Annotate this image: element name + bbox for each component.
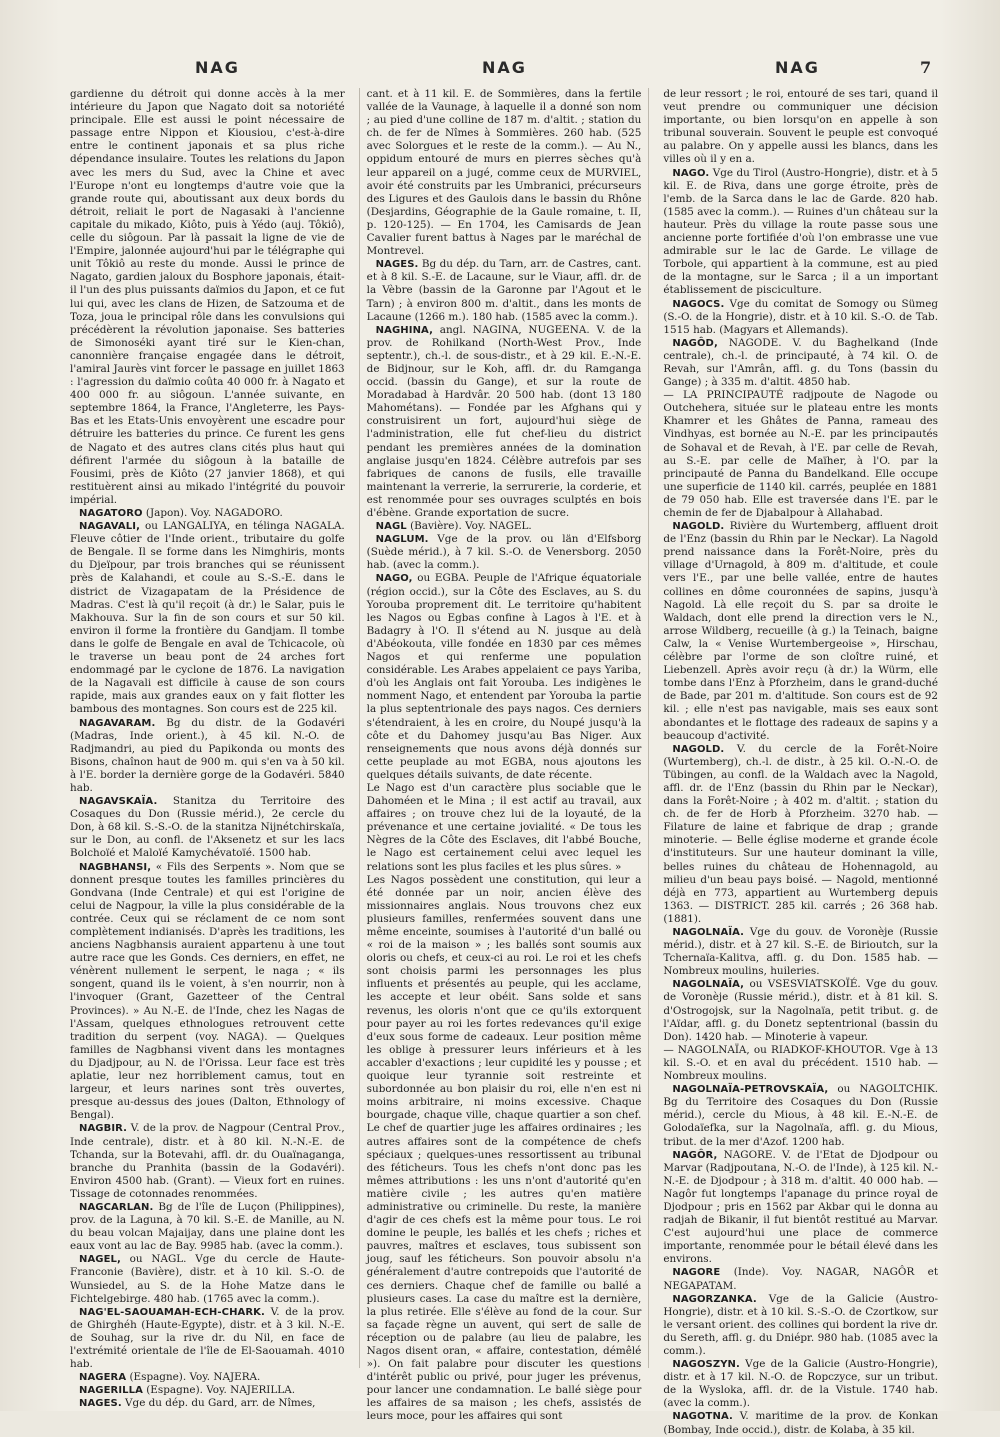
entry-headword: NAG'EL-SAOUAMAH-ECH-CHARK. bbox=[79, 1306, 265, 1318]
dictionary-entry bbox=[663, 1358, 938, 1410]
entry-headword: NAGOCS. bbox=[672, 298, 725, 310]
entry-text: Rivière du Wurtemberg, affluent droit de l'Enz (bassin du Rhin par le Neckar). La Nagold prend naissance dans la Forêt-Noire, près du village d'Urnagold, à 809 m. d'altitude, et coule vers l'E., par une belle vallée, entre de hautes collines en dôme couronnées de sapins, jusqu'à Nagold. Là elle reçoit du S. par sa droite le Waldach, dont elle prend la direction vers le N., arrose Wildberg, recueille (à g.) la Teinach, baigne Calw, la « Venise Wurtembergeoise », Hirschau, célèbre par l'orme de son cloître ruiné, et Liebenzell. Après avoir reçu (à dr.) la Würm, elle tombe dans l'Enz à Pforzheim, dans le grand-duché de Bade, par 201 m. d'altitude. Son cours est de 92 kil. ; elle n'est pas navigable, mais ses eaux sont abondantes et le flottage des radeaux de sapins y a beaucoup d'activité. bbox=[663, 520, 939, 742]
column-middle bbox=[359, 88, 650, 1423]
entry-text: ou VSESVIATSKOÏÉ. Vge du gouv. de Voronèje (Russie mérid.), distr. et à 81 kil. S. d'Ostrogojsk, sur la Nagolnaïa, petit tribut. g. de l'Aïdar, affl. g. du Donetz septentrional (bassin du Don). 1420 hab. — Minoterie à vapeur. bbox=[663, 978, 939, 1043]
entry-text: ou EGBA. Peuple de l'Afrique équatoriale (région occid.), sur la Côte des Esclaves, au S. du Yorouba proprement dit. Le territoire qu'habitent les Nagos ou Egbas confine à Lagos à l'E. et à Badagry à l'O. Il s'étend au N. jusque au delà d'Abéokouta, ville fondée en 1830 par ces mêmes Nagos et qui renferme une population considérable. Les Arabes appelaient ce pays Yariba, d'où les Anglais ont fait Yorouba. Les indigènes le nomment Nago, et entendent par Yorouba la partie la plus septentrionale des pays nagos. Ces derniers s'étendraient, à les en croire, du Noupé jusqu'à la côte et du Dahomey jusqu'au Bas Niger. Aux renseignements que nous avons déjà donnés sur cette peuplade au mot EGBA, nous ajoutons les quelques détails suivants, de date récente. bbox=[366, 572, 642, 781]
entry-headword: NAGOTNA. bbox=[672, 1411, 733, 1423]
dictionary-entry bbox=[70, 1253, 345, 1305]
dictionary-entry bbox=[663, 167, 938, 298]
entry-headword: NAGCARLAN. bbox=[79, 1201, 154, 1213]
entry-headword: NAGERILLA bbox=[79, 1385, 143, 1397]
dictionary-entry bbox=[663, 1083, 938, 1148]
entry-headword: NAGBHANSI, bbox=[79, 861, 152, 873]
text-columns bbox=[70, 88, 939, 1436]
entry-text: V. du cercle de la Forêt-Noire (Wurtemberg), ch.-l. de distr., à 25 kil. O.-N.-O. de Tübingen, au confl. de la Waldach avec la Nagold, affl. dr. de l'Enz (bassin du Rhin par le Neckar), dans la Forêt-Noire ; à 402 m. d'altit. ; station du ch. de fer de Horb à Pforzheim. 3270 hab. — Filature de laine et fabrique de drap ; grande minoterie. — Belle église moderne et grande école d'instituteurs. Sur une hauteur dominant la ville, belles ruines du château de Hohennagold, au milieu d'un beau pays boisé. — Nagold, mentionné déjà en 773, appartient au Wurtemberg depuis 1363. — DISTRICT. 285 kil. carrés ; 26 368 hab. (1881). bbox=[663, 742, 939, 925]
dictionary-entry bbox=[663, 926, 938, 978]
dictionary-entry bbox=[663, 743, 938, 926]
entry-text: angl. NAGINA, NUGEENA. V. de la prov. de Rohilkand (North-West Prov., Inde septentr.), ch.-l. de sous-distr., et à 29 kil. E.-N.-E. de Bidjnour, sur le Koh, affl. dr. du Ramganga occid. (bassin du Gange), et sur la route de Moradabad à Hardvâr. 20 500 hab. (dont 13 180 Mahométans). — Fondée par les Afghans qui y construisirent un fort, aujourd'hui siège de l'administration, elle fut chef-lieu du district pendant les premières années de la domination anglaise jusqu'en 1824. Célèbre autrefois par ses fabriques de canons de fusils, elle travaille maintenant la verrerie, la serrurerie, la corderie, et est renommée pour ses ouvrages sculptés en bois d'ébène. Grande exportation de sucre. bbox=[366, 323, 642, 519]
dictionary-entry bbox=[663, 337, 938, 389]
entry-text: V. de la prov. de Nagpour (Central Prov., Inde centrale), distr. et à 80 kil. N.-N.-E. de Tchanda, sur la Botevahi, affl. dr. du Ouaïnaganga, branche du Pranhita (bassin de la Godavéri). Environ 4500 hab. (Grant). — Vieux fort en ruines. Tissage de cotonnades renommées. bbox=[70, 1122, 345, 1200]
dictionary-entry bbox=[70, 1306, 345, 1371]
entry-text: Vge du gouv. de Voronèje (Russie mérid.), distr. et à 27 kil. S.-E. de Birioutch, sur la Tchernaïa-Kalitva, affl. g. du Don. 1585 hab. — Nombreux moulins, huileries. bbox=[663, 926, 939, 978]
dictionary-entry bbox=[70, 861, 345, 1123]
dictionary-entry bbox=[663, 1410, 938, 1436]
entry-text: ou NAGL. Vge du cercle de Haute-Franconie (Bavière), distr. et à 10 kil. S.-O. de Wunsiedel, au S. de la Hohe Matze dans le Fichtelgebirge. 480 hab. (1765 avec la comm.). bbox=[70, 1253, 345, 1305]
dictionary-entry bbox=[70, 1371, 345, 1384]
dictionary-entry bbox=[367, 88, 642, 258]
entry-text: Vge de la Galicie (Austro-Hongrie), distr. et à 10 kil. S.-S.-O. de Czortkow, sur le versant orient. des collines qui bordent la rive dr. du Sereth, affl. g. du Dniépr. 980 hab. (1085 avec la comm.). bbox=[663, 1292, 939, 1357]
dictionary-entry bbox=[663, 520, 938, 743]
dictionary-entry bbox=[70, 717, 345, 796]
dictionary-entry bbox=[367, 324, 642, 520]
header-left: NAG bbox=[195, 58, 240, 77]
dictionary-entry bbox=[367, 533, 642, 572]
entry-text: NAGORE. V. de l'Etat de Djodpour ou Marvar (Radjpoutana, N.-O. de l'Inde), à 125 kil. N.-N.-E. de Djodpour ; à 318 m. d'altit. 40 000 hab. — Nagôr fut longtemps l'apanage du prince royal de Djodpour ; pris en 1562 par Akbar qui le donna au radjah de Bikanir, il fut bientôt restitué au Marvar. C'est aujourd'hui une place de commerce importante, renommée pour le bétail élevé dans les environs. bbox=[663, 1148, 939, 1266]
dictionary-entry bbox=[70, 1122, 345, 1201]
entry-headword: NAGHINA, bbox=[375, 324, 433, 336]
dictionary-entry bbox=[663, 298, 938, 337]
dictionary-entry bbox=[663, 1293, 938, 1358]
dictionary-entry bbox=[70, 1397, 345, 1410]
entry-headword: NAGAVSKAÏA. bbox=[79, 796, 158, 808]
entry-text: gardienne du détroit qui donne accès à la mer intérieure du Japon que Nagato doit sa notoriété principale. Elle est aussi le point nécessaire de passage entre Nippon et Kiousiou, c'est-à-dire entre le continent japonais et sa plus riche dépendance insulaire. Toutes les relations du Japon avec les mers du Sud, avec la Chine et avec l'Europe n'ont eu longtemps d'autre voie que la grande route qui, aboutissant aux deux bords du détroit, reliait le port de Nagasaki à l'ancienne capitale du mikado, Kiôto, puis à Yédo (auj. Tôkiô), celle du siôgoun. Par là passait la ligne de vie de l'Empire, jalonnée aujourd'hui par le télégraphe qui unit Tôkiô au reste du monde. Aussi le prince de Nagato, gardien jaloux du Bosphore japonais, était-il l'un des plus puissants daïmios du Japon, et ce fut lui qui, avec les clans de Hizen, de Satzouma et de Toza, joua le principal rôle dans les convulsions qui précédèrent la révolution japonaise. Ses batteries de Simonoséki ayant tiré sur le Kien-chan, canonnière française engagée dans le détroit, l'amiral Jaurès vint forcer le passage en juillet 1863 : l'agression du daïmio coûta 40 000 fr. à Nagato et 400 000 fr. au siôgoun. L'année suivante, en septembre 1864, la France, l'Angleterre, les Pays-Bas et les Etats-Unis envoyèrent une escadre pour détruire les batteries du prince. Ce furent les gens de Nagato et des autres clans cités plus haut qui défirent l'armée du siôgoun à la bataille de Fousimi, près de Kiôto (27 janvier 1868), et qui restituèrent ainsi au mikado l'intégrité du pouvoir impérial. bbox=[70, 88, 345, 506]
dictionary-entry bbox=[70, 795, 345, 860]
column-left bbox=[70, 88, 345, 1410]
entry-text: (Inde). Voy. NAGAR, NAGÔR et NEGAPATAM. bbox=[663, 1266, 939, 1292]
entry-headword: NAGOLNAÏA, bbox=[672, 979, 745, 991]
dictionary-entry bbox=[367, 782, 642, 874]
entry-headword: NAGERA bbox=[79, 1372, 127, 1384]
entry-text: Stanitza du Territoire des Cosaques du Don (Russie mérid.), 2e cercle du Don, à 68 kil. S.-S.-O. de la stanitza Nijnétchirskaïa, sur le Don, au confl. de l'Aksenetz et sur les lacs Bolchoïé et Maloïé Kamychévatoïé. 1500 hab. bbox=[70, 795, 345, 860]
entry-text: Bg de l'île de Luçon (Philippines), prov. de la Laguna, à 70 kil. S.-E. de Manille, au N. du beau volcan Majaijay, dans une plaine dont les eaux vont au lac de Bay. 9985 hab. (avec la comm.). bbox=[70, 1200, 345, 1253]
entry-text: Les Nagos possèdent une constitution, qui leur a été donnée par un noir, ancien élève des missionnaires anglais. Nous trouvons chez eux plusieurs familles, renfermées souvent dans une même enceinte, soumises à l'autorité d'un ballé ou « roi de la maison » ; les ballés sont soumis aux oloris ou chefs, et ceux-ci au roi. Le roi et les chefs sont choisis parmi les personnages les plus influents et présentés au peuple, qui les acclame, les accepte et leur obéit. Sans solde et sans revenus, les oloris n'ont que ce qu'ils extorquent pour payer au roi les fortes redevances qu'il exige d'eux sous forme de cadeaux. Leur position même les oblige à pressurer leurs inférieurs et à les accabler d'exactions ; leur cupidité les y pousse ; et quoique leur tyrannie soit restreinte et subordonnée au bon plaisir du roi, elle n'en est ni moins arbitraire, ni moins excessive. Chaque bourgade, chaque ville, chaque quartier a son chef. Le chef de quartier juge les affaires ordinaires ; les autres affaires sont de la compétence de chefs spéciaux ; quelques-unes ressortissent au tribunal des féticheurs. Tous les chefs n'ont donc pas les mêmes attributions : les uns n'ont d'autorité qu'en matière civile ; les autres qu'en matière administrative ou criminelle. Du reste, la manière d'agir de ces chefs est la même pour tous. Le roi domine le peuple, les ballés et les chefs ; riches et pauvres, maîtres et esclaves, tous subissent son joug, sauf les féticheurs. Son pouvoir absolu n'a généralement d'autre contrepoids que l'autorité de ces derniers. Chaque chef de famille ou ballé a plusieurs cases. La case du maître est la dernière, la plus retirée. Elle s'élève au fond de la cour. Sur sa façade règne un auvent, qui sert de salle de réception ou de palabre (au lieu de palabre, les Nagos disent oran, « affaire, contestation, démêlé »). On fait palabre pour discuter les questions d'intérêt public ou privé, pour juger les prévenus, pour lancer une condamnation. Le ballé siège pour les affaires de sa maison ; les chefs, assistés de leurs moce, pour les affaires qui sont bbox=[366, 873, 642, 1423]
entry-headword: NAGÔD, bbox=[672, 337, 718, 349]
entry-headword: NAGAVALI, bbox=[79, 521, 140, 533]
entry-headword: NAGOLNAÏA-PETROVSKAÏA, bbox=[672, 1084, 829, 1096]
dictionary-entry bbox=[663, 389, 938, 520]
dictionary-entry bbox=[367, 520, 642, 533]
dictionary-entry bbox=[70, 520, 345, 716]
entry-headword: NAGO. bbox=[672, 167, 710, 179]
header-center: NAG bbox=[482, 58, 527, 77]
entry-text: ou LANGALIYA, en télinga NAGALA. Fleuve côtier de l'Inde orient., tributaire du golfe de Bengale. Il se forme dans les Nimghiris, monts du Djeïpour, par trois branches qui se réunissent près de Kalahandi, et coule au S.-S.-E. dans le district de Vizagapatam de la Présidence de Madras. C'est là qu'il reçoit (à dr.) le Salar, puis le Makhouva. Sur la fin de son cours et sur 50 kil. environ il forme la frontière du Gandjam. Il tombe dans le golfe de Bengale en aval de Tchicacole, où le traverse un beau pont de 24 arches fort endommagé par le cyclone de 1876. La navigation de la Nagavali est difficile à cause de son cours rapide, mais aux grandes eaux on y fait flotter les bambous des montagnes. Son cours est de 225 kil. bbox=[70, 520, 345, 716]
entry-text: (Bavière). Voy. NAGEL. bbox=[406, 520, 532, 533]
entry-headword: NAGOLD. bbox=[672, 743, 725, 755]
entry-text: Vge de la prov. ou län d'Elfsborg (Suède mérid.), à 7 kil. S.-O. de Venersborg. 2050 hab. (avec la comm.). bbox=[366, 533, 642, 572]
entry-text: Vge du comitat de Somogy ou Sümeg (S.-O. de la Hongrie), distr. et à 10 kil. S.-O. de Tab. 1515 hab. (Magyars et Allemands). bbox=[663, 297, 939, 336]
entry-text: (Japon). Voy. NAGADORO. bbox=[142, 507, 283, 519]
dictionary-entry bbox=[663, 88, 938, 167]
running-header bbox=[70, 58, 938, 88]
dictionary-entry bbox=[367, 572, 642, 782]
dictionary-entry bbox=[367, 258, 642, 323]
entry-headword: NAGEL, bbox=[79, 1254, 121, 1266]
entry-text: V. de la prov. de Ghirghéh (Haute-Egypte), distr. et à 3 kil. N.-E. de Souhag, sur la rive dr. du Nil, en face de l'extrémité orientale de l'île de El-Saouamah. 4010 hab. bbox=[70, 1305, 345, 1371]
header-right: NAG bbox=[775, 58, 820, 77]
entry-text: de leur ressort ; le roi, entouré de ses tari, quand il veut prendre ou communiquer une décision importante, ou bien lorsqu'on en appelle à son tribunal souverain. Souvent le peuple est convoqué au palabre. On y appelle aussi les blancs, dans les villes où il y en a. bbox=[663, 88, 939, 166]
entry-headword: NAGBIR. bbox=[79, 1123, 128, 1135]
entry-text: Le Nago est d'un caractère plus sociable que le Dahoméen et le Mina ; il est actif au travail, aux affaires ; on trouve chez lui de la loyauté, de la prévenance et une certaine jovialité. « De tous les Nègres de la Côte des Esclaves, dit l'abbé Bouche, le Nago est certainement celui avec lequel les relations sont les plus faciles et les plus sûres. » bbox=[366, 781, 642, 873]
entry-headword: NAGATORO bbox=[79, 508, 143, 519]
entry-text: (Espagne). Voy. NAJERA. bbox=[126, 1371, 261, 1384]
column-right bbox=[663, 88, 939, 1436]
entry-headword: NAGES. bbox=[79, 1398, 122, 1410]
dictionary-entry bbox=[663, 978, 938, 1043]
entry-text: (Espagne). Voy. NAJERILLA. bbox=[142, 1384, 296, 1397]
entry-text: NAGODE. V. du Baghelkand (Inde centrale), ch.-l. de principauté, à 74 kil. O. de Revah, sur l'Amrân, affl. g. du Tons (bassin du Gange) ; à 335 m. d'altit. 4850 hab. bbox=[663, 336, 939, 389]
entry-headword: NAGOLD. bbox=[672, 521, 725, 533]
dictionary-entry bbox=[367, 874, 642, 1424]
entry-headword: NAGOSZYN. bbox=[672, 1359, 740, 1371]
entry-text: « Fils des Serpents ». Nom que se donnent presque toutes les familles princières du Gondvana (Inde Centrale) et qui est l'origine de celui de Nagpour, la ville la plus considérable de la contrée. Ceux qui se réclament de ce nom sont complètement indianisés. D'après les traditions, les anciens Nagbhansis auraient appartenu à une tout autre race que les Gonds. Ces derniers, en effet, ne vénèrent nullement le serpent, le naga ; « ils songent, quand ils le voient, à s'en nourrir, non à l'invoquer (Grant, Gazetteer of the Central Provinces). » Au N.-E. de l'Inde, chez les Nagas de l'Assam, quelques ethnologues retrouvent cette tradition du serpent (voy. NAGA). — Quelques familles de Nagbhansi vivent dans les montagnes du Djadjpour, au N. de l'Orissa. Leur face est très aplatie, leur nez horriblement camus, tout en largeur, et leurs narines sont très ouvertes, presque au-dessus des joues (Dalton, Ethnology of Bengal). bbox=[70, 860, 345, 1122]
dictionary-entry bbox=[70, 88, 345, 507]
entry-text: — NAGOLNAÏA, ou RIADKOF-KHOUTOR. Vge à 13 kil. S.-O. et en aval du précédent. 1510 hab. — Nombreux moulins. bbox=[663, 1043, 939, 1083]
entry-text: Bg du dép. du Tarn, arr. de Castres, cant. et à 8 kil. S.-E. de Lacaune, sur le Viaur, affl. dr. de la Vèbre (bassin de la Garonne par l'Agout et le Tarn) ; à environ 800 m. d'altit., dans les monts de Lacaune (1266 m.). 180 hab. (1585 avec la comm.). bbox=[366, 258, 642, 323]
entry-headword: NAGORE bbox=[672, 1267, 721, 1279]
entry-text: V. maritime de la prov. de Konkan (Bombay, Inde occid.), distr. de Kolaba, à 35 kil. bbox=[663, 1410, 939, 1436]
entry-text: Vge de la Galicie (Austro-Hongrie), distr. et à 17 kil. N.-O. de Ropczyce, sur un tribut. de la Wysloka, affl. dr. de la Vistule. 1740 hab. (avec la comm.). bbox=[663, 1358, 939, 1410]
entry-text: — LA PRINCIPAUTÉ radjpoute de Nagode ou Outchehera, située sur le plateau entre les monts Khamrer et les Ghâtes de Panna, rameau des Vindhyas, est bornée au N.-E. par les principautés de Sohaval et de Revah, à l'E. par celle de Revah, au S.-E. par celle de Maïher, à l'O. par la principauté de Panna du Bandelkand. Elle occupe une superficie de 1140 kil. carrés, peuplée en 1881 de 79 050 hab. Elle est traversée dans l'E. par le chemin de fer de Djabalpour à Allahabad. bbox=[663, 389, 939, 519]
entry-headword: NAGLUM. bbox=[375, 534, 429, 546]
dictionary-entry bbox=[70, 1384, 345, 1397]
page-number: 7 bbox=[920, 58, 934, 77]
entry-text: Bg du distr. de la Godavéri (Madras, Inde orient.), à 45 kil. N.-O. de Radjmandri, au pied du Papikonda ou monts des Bisons, chaînon haut de 900 m. qui s'en va à 50 kil. à l'E. border la dernière gorge de la Godavéri. 5840 hab. bbox=[70, 716, 345, 794]
entry-text: Vge du Tirol (Austro-Hongrie), distr. et à 5 kil. E. de Riva, dans une gorge étroite, près de l'emb. de la Sarca dans le lac de Garde. 820 hab. (1585 avec la comm.). — Ruines d'un château sur la hauteur. Près du village la route passe sous une ancienne porte fortifiée d'où l'on embrasse une vue admirable sur le lac de Garde. Le village de Torbole, qui appartient à la commune, est au pied de la montagne, sur le Sarca ; il a un important établissement de pisciculture. bbox=[663, 166, 939, 297]
dictionary-entry bbox=[70, 1201, 345, 1253]
entry-text: Vge du dép. du Gard, arr. de Nîmes, bbox=[121, 1397, 316, 1410]
entry-headword: NAGÔR, bbox=[672, 1149, 718, 1161]
entry-headword: NAGO, bbox=[375, 573, 413, 585]
dictionary-entry bbox=[663, 1044, 938, 1083]
dictionary-entry bbox=[663, 1149, 938, 1267]
entry-text: cant. et à 11 kil. E. de Sommières, dans la fertile vallée de la Vaunage, à laquelle il a donné son nom ; au pied d'une colline de 187 m. d'altit. ; station du ch. de fer de Nîmes à Sommières. 260 hab. (525 avec Solorgues et le reste de la comm.). — Au N., oppidum entouré de murs en pierres sèches qu'à leur appareil on a jugé, comme ceux de MURVIEL, avoir été construits par les Umbranici, précurseurs des Ligures et des Gaulois dans le bassin du Rhône (Desjardins, Géographie de la Gaule romaine, t. II, p. 120-125). — En 1704, les Camisards de Jean Cavalier furent battus à Nages par le maréchal de Montrevel. bbox=[366, 88, 642, 258]
entry-headword: NAGORZANKA. bbox=[672, 1293, 757, 1305]
entry-headword: NAGAVARAM. bbox=[79, 717, 156, 729]
entry-text: ou NAGOLTCHIK. Bg du Territoire des Cosaques du Don (Russie mérid.), cercle du Mious, à 48 kil. E.-N.-E. de Golodaïefka, sur la Nagolnaïa, affl. g. du Mious, tribut. de la mer d'Azof. 1200 hab. bbox=[663, 1083, 939, 1148]
dictionary-entry bbox=[663, 1266, 938, 1292]
entry-headword: NAGOLNAÏA. bbox=[672, 927, 745, 938]
entry-headword: NAGL bbox=[375, 521, 407, 533]
entry-headword: NAGES. bbox=[375, 259, 419, 271]
dictionary-entry bbox=[70, 507, 345, 520]
